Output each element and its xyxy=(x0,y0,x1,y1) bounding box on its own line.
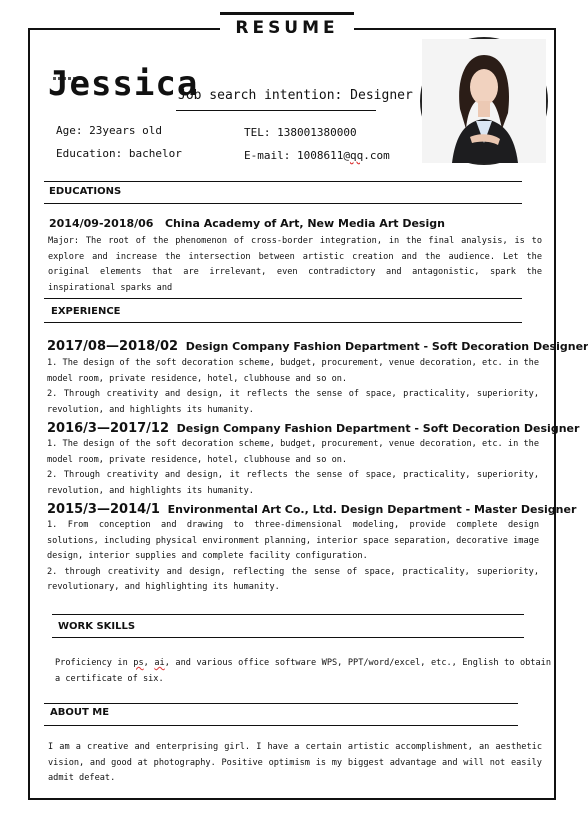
about-section-title: ABOUT ME xyxy=(50,707,110,718)
education-description: Major: The root of the phenomenon of cross-border integration, in the final analysis, is to explore and increase the intersection between artistic creation and the audience. Let the original elements that are irrelevant, even contradictory and antagonistic, spark the inspirational sparks and xyxy=(48,236,542,293)
about-top-rule xyxy=(44,703,518,704)
education-bottom-rule xyxy=(44,203,522,204)
about-description: I am a creative and enterprising girl. I have a certain artistic accomplishment, an aesthetic vision, and good at photography. Positive optimism is my biggest advantage and will not easily admit defeat. xyxy=(48,742,542,783)
candidate-name: Jessica xyxy=(48,64,199,104)
resume-title-tab: RESUME xyxy=(220,12,354,42)
skills-description: Proficiency in ps, ai, and various office software WPS, PPT/word/excel, etc., English to obtain a certificate of six. xyxy=(55,658,551,684)
skills-top-rule xyxy=(52,614,524,615)
experience-bottom-rule xyxy=(44,322,522,323)
experience-entry-heading: 2016/3—2017/12 Design Company Fashion Department - Soft Decoration Designer xyxy=(47,421,580,436)
about-bottom-rule xyxy=(44,725,518,726)
experience-entry-heading: 2015/3—2014/1 Environmental Art Co., Ltd. Design Department - Master Designer xyxy=(47,502,577,517)
education-entry-heading xyxy=(49,217,445,230)
experience-description: 1. From conception and drawing to three-dimensional modeling, provide complete design solutions, including physical environment planning, interior space separation, decorative image design, interior supplies and complete facility configuration. 2. through creativity and design, reflecting the sense of space, practicality, superiority, revolutionary, and highlighting its humanity. xyxy=(47,520,539,592)
experience-section-title: EXPERIENCE xyxy=(51,306,121,317)
profile-photo xyxy=(420,37,548,165)
education-date: 2014/09-2018/06 xyxy=(49,217,154,230)
education-school: China Academy of Art, New Media Art Design xyxy=(164,217,445,230)
skills-section-title: WORK SKILLS xyxy=(58,621,136,632)
experience-description: 1. The design of the soft decoration scheme, budget, procurement, venue decoration, etc. in the model room, private residence, hotel, clubhouse and so on. 2. Through creativity and design, it reflects the sense of space, practicality, superiority, revolution, and highlights its humanity. xyxy=(47,439,539,496)
experience-entry-heading: 2017/08—2018/02 Design Company Fashion Department - Soft Decoration Designer xyxy=(47,339,588,354)
education-section-title: EDUCATIONS xyxy=(49,186,122,197)
experience-description: 1. The design of the soft decoration scheme, budget, procurement, venue decoration, etc. in the model room, private residence, hotel, clubhouse and so on. 2. Through creativity and design, it reflects the sense of space, practicality, superiority, revolution, and highlights its humanity. xyxy=(47,358,539,415)
tel-text: TEL: 138001380000 xyxy=(244,126,357,139)
name-underline xyxy=(176,110,376,111)
profile-photo-icon xyxy=(422,39,546,163)
education-text: Education: bachelor xyxy=(56,147,182,160)
experience-top-rule xyxy=(44,298,522,299)
skills-bottom-rule xyxy=(52,637,524,638)
email-text: E-mail: 1008611@qq.com xyxy=(244,149,390,162)
age-text: Age: 23years old xyxy=(56,124,162,137)
education-top-rule xyxy=(44,181,522,182)
job-intention: Job search intention: Designer xyxy=(178,88,413,103)
